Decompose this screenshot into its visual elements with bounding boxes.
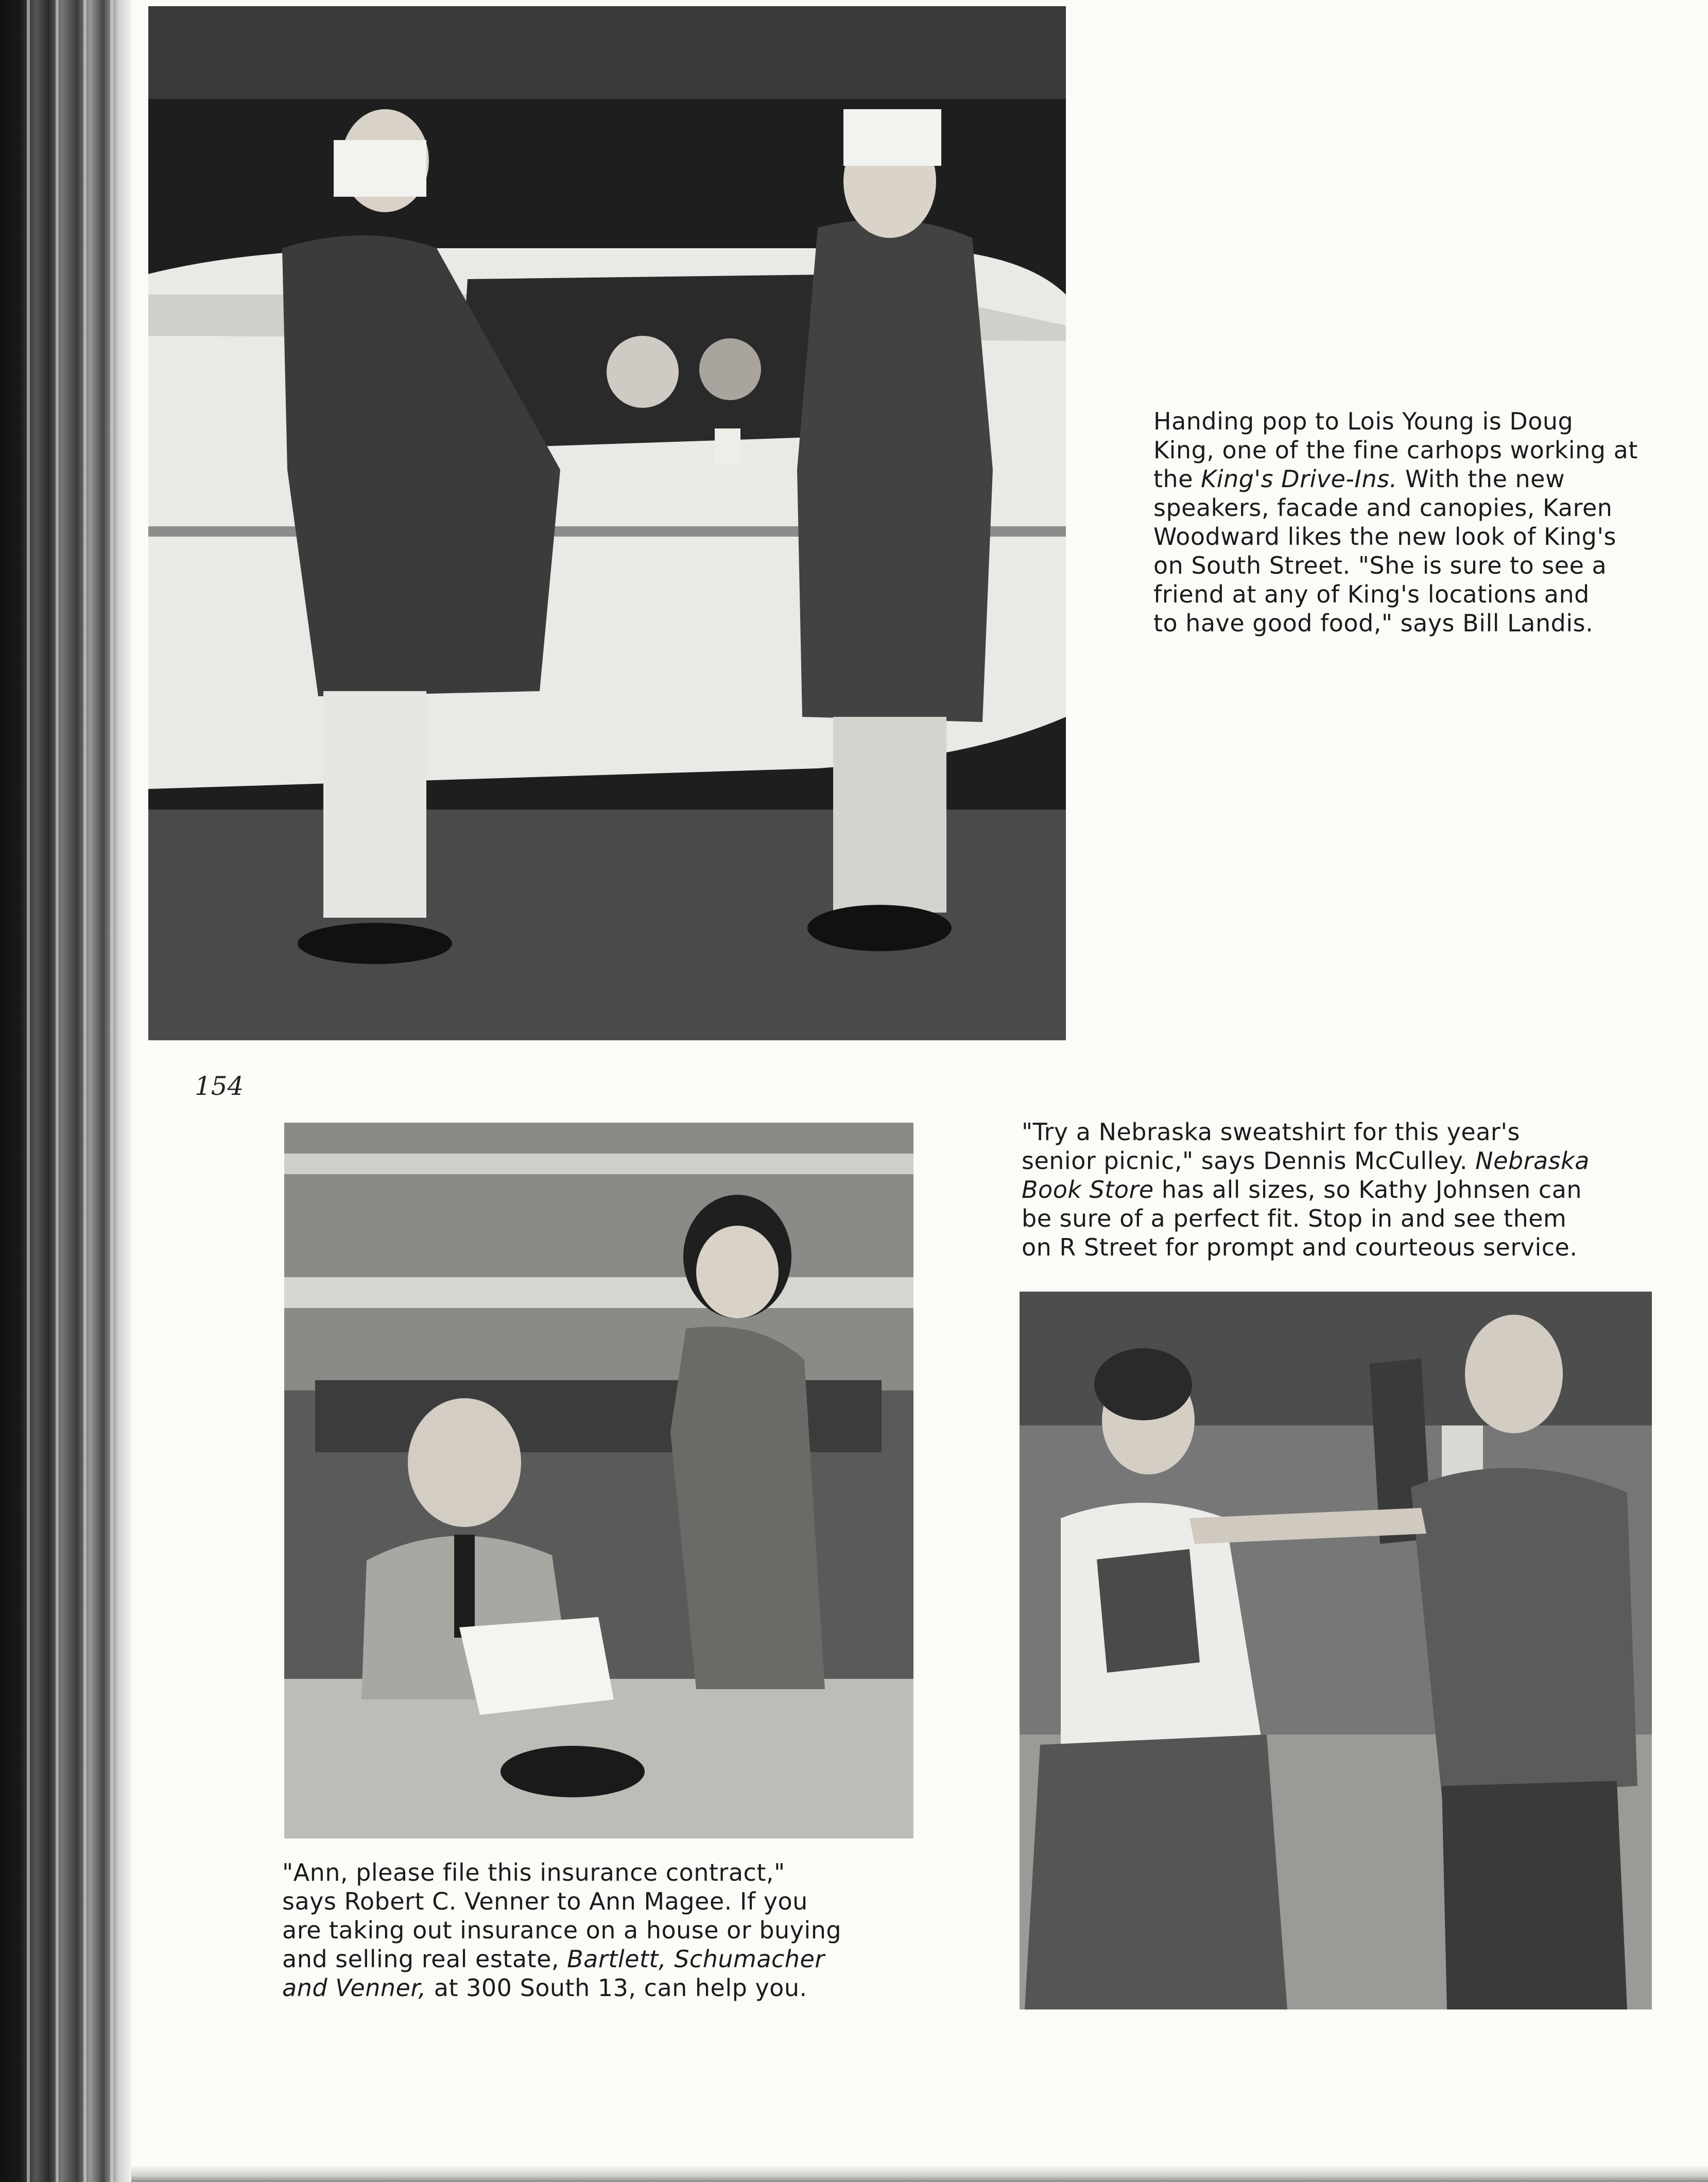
nebraska-caption-line [1022, 1146, 1648, 1175]
carhops-photo [148, 6, 1066, 1040]
nebraska-caption-text: senior picnic," says Dennis McCulley. [1022, 1147, 1476, 1175]
nebraska-caption [1022, 1118, 1648, 1262]
insurance-caption-line: are taking out insurance on a house or buying [282, 1916, 842, 1944]
business-name: Bartlett, Schumacher [567, 1945, 825, 1973]
bookstore-photo [1020, 1292, 1652, 2009]
insurance-caption-line: "Ann, please file this insurance contract," [282, 1859, 785, 1886]
nebraska-caption-line [1022, 1175, 1648, 1204]
kings-caption-text: With the new [1397, 465, 1565, 493]
book-binding [0, 0, 131, 2182]
page-bottom-edge [131, 2167, 1708, 2182]
kings-caption-line: King, one of the fine carhops working at [1153, 436, 1638, 464]
business-name: and Venner, [282, 1974, 426, 2002]
office-photo [284, 1123, 913, 1839]
page-number: 154 [195, 1071, 244, 1101]
business-name: Book Store [1022, 1176, 1154, 1204]
kings-caption-line: Handing pop to Lois Young is Doug [1153, 407, 1574, 435]
kings-caption-line [1153, 465, 1644, 493]
insurance-caption-text: at 300 South 13, can help you. [426, 1974, 807, 2002]
insurance-caption-line: says Robert C. Venner to Ann Magee. If you [282, 1887, 808, 1915]
kings-caption-line: on South Street. "She is sure to see a [1153, 552, 1607, 579]
insurance-caption-text: and selling real estate, [282, 1945, 567, 1973]
nebraska-caption-text: has all sizes, so Kathy Johnsen can [1153, 1176, 1582, 1204]
insurance-caption-line [282, 1973, 917, 2002]
kings-caption-line: to have good food," says Bill Landis. [1153, 609, 1594, 637]
kings-caption [1153, 407, 1644, 638]
kings-caption-line: friend at any of King's locations and [1153, 580, 1590, 608]
kings-caption-text: the [1153, 465, 1201, 493]
insurance-caption-line [282, 1945, 917, 1973]
business-name: Nebraska [1475, 1147, 1590, 1175]
nebraska-caption-line: on R Street for prompt and courteous service. [1022, 1233, 1578, 1261]
nebraska-caption-line: be sure of a perfect fit. Stop in and see them [1022, 1205, 1567, 1232]
insurance-caption [282, 1858, 917, 2002]
nebraska-caption-line: "Try a Nebraska sweatshirt for this year's [1022, 1118, 1520, 1146]
business-name: King's Drive-Ins. [1201, 465, 1398, 493]
kings-caption-line: speakers, facade and canopies, Karen [1153, 494, 1613, 522]
kings-caption-line: Woodward likes the new look of King's [1153, 523, 1616, 551]
